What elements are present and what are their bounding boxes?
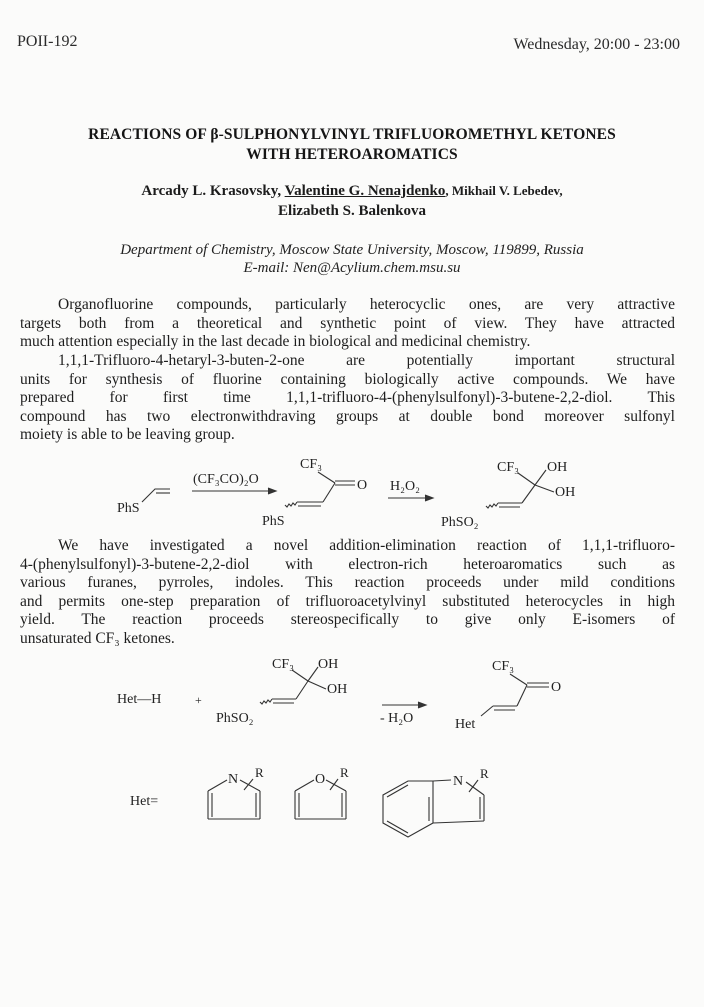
bond xyxy=(308,667,318,681)
text-line: much attention especially in the last decade in biological and medicinal chemistry. xyxy=(20,333,531,351)
pyrrole-structure xyxy=(208,765,264,819)
oh-label-1: OH xyxy=(318,657,339,672)
reagent-trifluoroacetic-anhydride: (CF₃CO)₂O xyxy=(193,472,259,487)
bond xyxy=(522,485,535,503)
furan-structure xyxy=(295,765,349,819)
phso2-label: PhSO₂ xyxy=(441,515,479,530)
bond xyxy=(308,681,326,689)
intermediate-enone xyxy=(262,457,367,529)
bond xyxy=(318,472,335,483)
text-line: Organofluorine compounds, particularly heterocyclic ones, are very attractive xyxy=(58,296,675,313)
het-definition-label: Het= xyxy=(130,794,159,809)
text-line: moiety is able to be leaving group. xyxy=(20,426,235,444)
author-lebedev: , Mikhail V. Lebedev, xyxy=(445,183,563,198)
reaction-arrow-3 xyxy=(380,702,426,726)
abstract-code: POII-192 xyxy=(17,33,78,50)
bond xyxy=(292,670,308,681)
cf3-label: CF₃ xyxy=(492,659,515,674)
email: E-mail: Nen@Acylium.chem.msu.su xyxy=(243,260,461,276)
text-line: 1,1,1-Trifluoro-4-hetaryl-3-buten-2-one are potentially important structural xyxy=(58,352,675,369)
het-definitions xyxy=(0,755,704,845)
affiliation: Department of Chemistry, Moscow State University, Moscow, 119899, Russia xyxy=(120,242,584,258)
arrowhead-icon xyxy=(268,488,276,494)
benzene-ring xyxy=(383,781,433,837)
wavy-bond xyxy=(486,503,498,508)
reactant-phenylthio-ethylene xyxy=(117,489,170,516)
text-line: 4-(phenylsulfonyl)-3-butene-2,2-diol with electron-rich heteroaromatics such as xyxy=(20,555,675,573)
bond xyxy=(535,485,554,492)
cf3-label: CF₃ xyxy=(497,460,520,475)
bond xyxy=(433,780,451,781)
text-line: various furanes, pyrroles, indoles. This reaction proceeds under mild conditions xyxy=(20,574,675,592)
paragraph-synthesis xyxy=(20,352,675,445)
product-diol xyxy=(441,460,575,530)
text-line: yield. The reaction proceeds stereospecifically to give only E-isomers of xyxy=(20,611,675,629)
oh-label-2: OH xyxy=(327,682,348,697)
oxygen-label: O xyxy=(357,478,368,493)
bond xyxy=(296,681,308,699)
r-group-label: R xyxy=(255,765,264,780)
substituent-bond xyxy=(244,779,253,790)
reaction-arrow-2 xyxy=(388,479,433,501)
condition-minus-water: - H₂O xyxy=(380,711,414,726)
nitrogen-label: N xyxy=(453,774,464,789)
wavy-bond xyxy=(285,502,297,507)
bond xyxy=(535,470,546,485)
session-time: Wednesday, 20:00 - 23:00 xyxy=(513,36,680,53)
text-line: targets both from a theoretical and synthetic point of view. They have attracted xyxy=(20,314,675,332)
reaction-scheme-1 xyxy=(0,450,704,535)
bond xyxy=(240,780,260,791)
oh-label-2: OH xyxy=(555,485,576,500)
oxygen-label: O xyxy=(551,680,562,695)
paragraph-intro xyxy=(20,296,675,352)
diol-reactant xyxy=(216,657,347,726)
bond xyxy=(295,780,314,791)
bond xyxy=(518,473,535,485)
paragraph-results xyxy=(20,537,675,649)
text-line: unsaturated CF₃ ketones. xyxy=(20,629,175,647)
het-h-label: Het—H xyxy=(117,692,162,707)
plus-sign: + xyxy=(195,693,202,707)
bond xyxy=(208,780,227,791)
substituent-bond xyxy=(330,779,338,790)
reactant-phs-label: PhS xyxy=(117,501,140,516)
bond xyxy=(433,821,484,823)
bond xyxy=(323,483,335,502)
arrowhead-icon xyxy=(418,702,426,708)
vinyl-bond xyxy=(142,489,170,502)
oh-label-1: OH xyxy=(547,460,568,475)
reagent-hydrogen-peroxide: H₂O₂ xyxy=(390,479,420,494)
reaction-arrow-1 xyxy=(192,472,276,494)
text-line: and permits one-step preparation of trifluoroacetylvinyl substituted heterocycles in high xyxy=(20,592,675,610)
text-line: We have investigated a novel addition-elimination reaction of 1,1,1-trifluoro- xyxy=(58,537,675,554)
indole-structure xyxy=(383,766,489,837)
text-line: prepared for first time 1,1,1-trifluoro-4-(phenylsulfonyl)-3-butene-2,2-diol. This xyxy=(20,389,675,407)
reaction-scheme-2 xyxy=(0,650,704,750)
text-line: units for synthesis of fluorine containing biologically active compounds. We have xyxy=(20,370,675,388)
r-group-label: R xyxy=(340,765,349,780)
arrowhead-icon xyxy=(425,495,433,501)
author-krasovsky: Arcady L. Krasovsky, xyxy=(141,183,285,199)
bond xyxy=(517,685,527,706)
author-presenter-nenajdenko: Valentine G. Nenajdenko xyxy=(284,183,446,199)
bond xyxy=(481,706,493,716)
text-line: compound has two electronwithdraving groups at double bond moreover sulfonyl xyxy=(20,407,675,425)
title-line-2: WITH HETEROAROMATICS xyxy=(246,146,458,163)
product-enone xyxy=(455,659,561,732)
nitrogen-label: N xyxy=(228,772,239,787)
bond xyxy=(510,674,527,685)
phso2-label: PhSO₂ xyxy=(216,711,254,726)
cf3-label: CF₃ xyxy=(272,657,295,672)
authors-line-1 xyxy=(0,183,704,200)
oxygen-label: O xyxy=(315,772,326,787)
wavy-bond xyxy=(260,699,272,704)
title-line-1: REACTIONS OF β-SULPHONYLVINYL TRIFLUOROMETHYL KETONES xyxy=(88,126,616,143)
phs-label: PhS xyxy=(262,514,285,529)
r-group-label: R xyxy=(480,766,489,781)
author-balenkova: Elizabeth S. Balenkova xyxy=(278,203,426,219)
cf3-label: CF₃ xyxy=(300,457,323,472)
het-label: Het xyxy=(455,717,476,732)
